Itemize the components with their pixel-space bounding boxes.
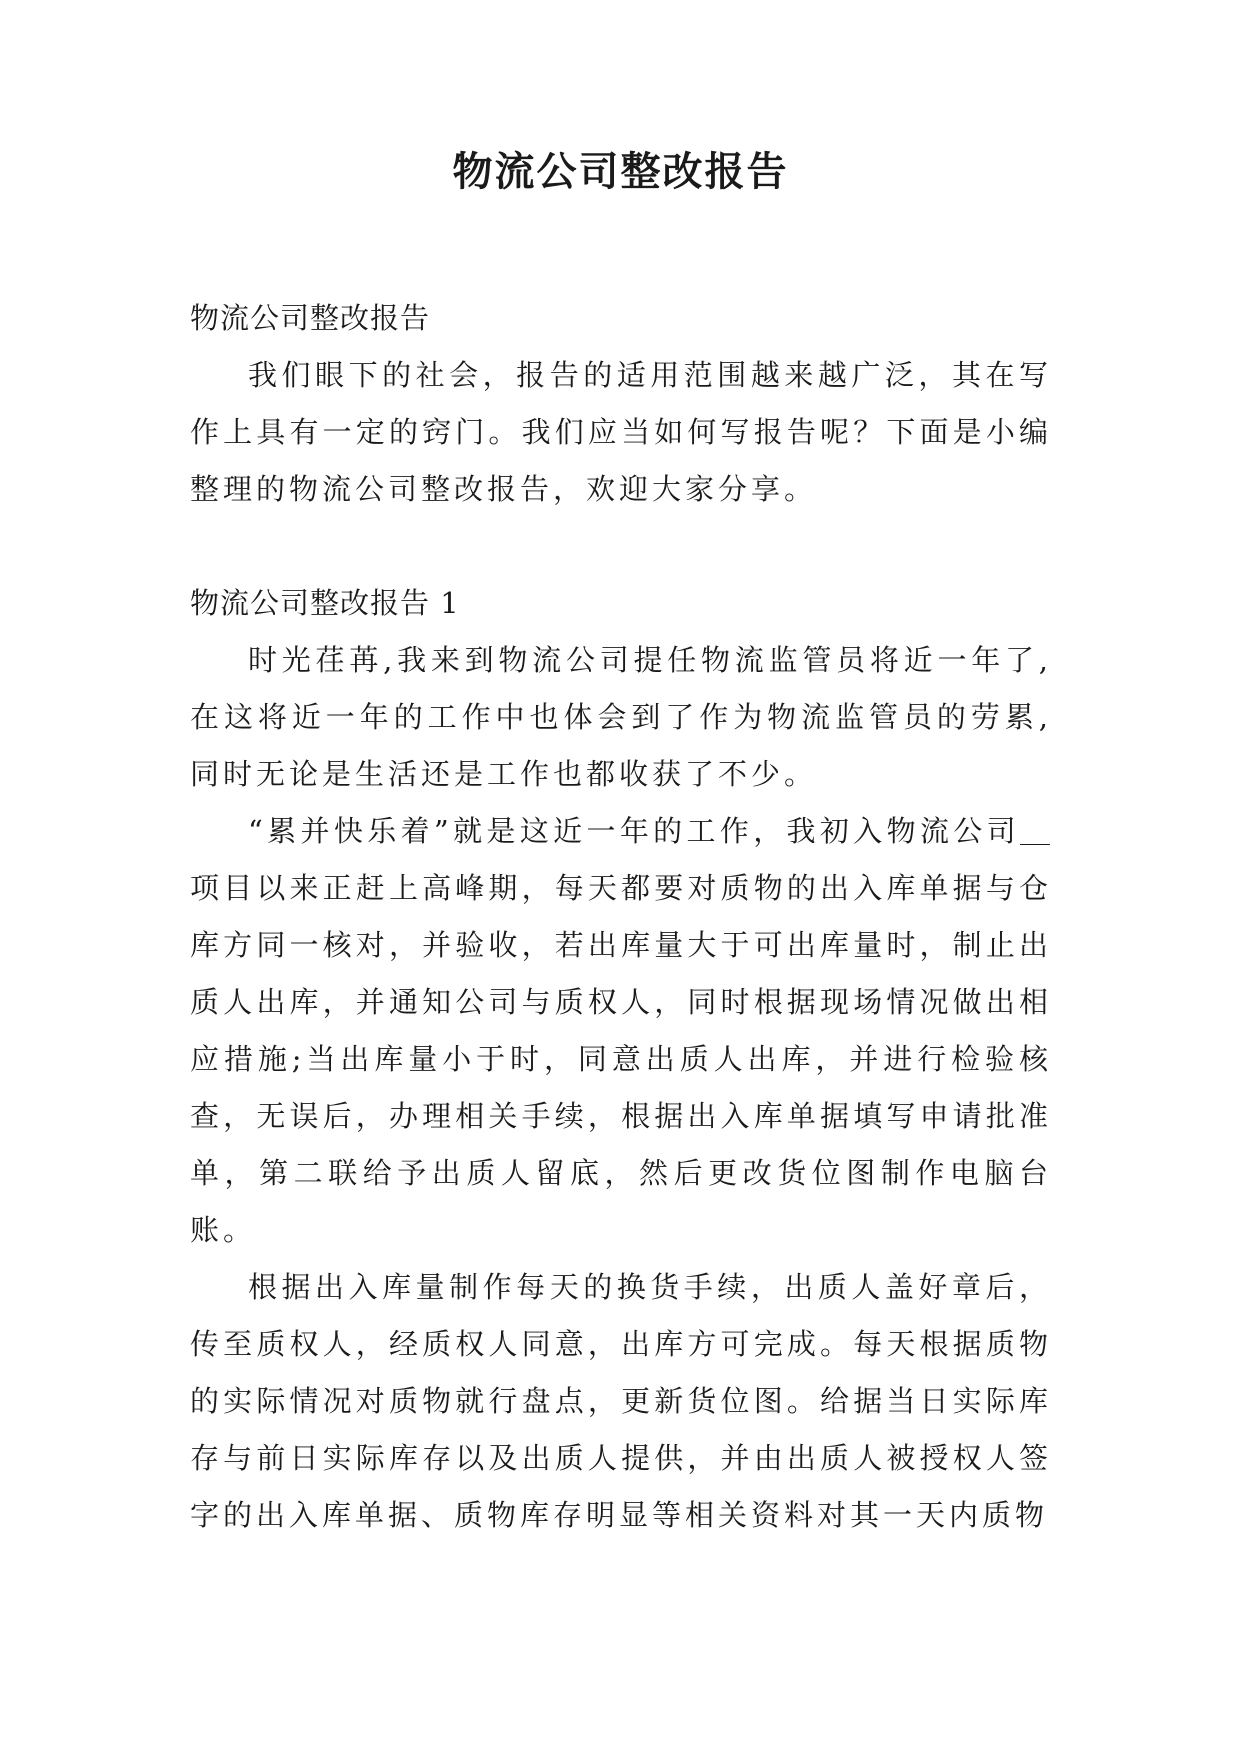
section-1-paragraph-2-rest: 项目以来正赶上高峰期，每天都要对质物的出入库单据与仓库方同一核对，并验收，若出库量大于可出库量时，制止出质人出库，并通知公司与质权人，同时根据现场情况做出相应措施;当出库量小于时，同意出质人出库，并进行检验核查，无误后，办理相关手续，根据出入库单据填写申请批准单，第二联给予出质人留底，然后更改货位图制作电脑台账。 [190,871,1052,1247]
section-1-paragraph-1: 时光荏苒,我来到物流公司提任物流监管员将近一年了,在这将近一年的工作中也体会到了作为物流监管员的劳累,同时无论是生活还是工作也都收获了不少。 [190,643,1052,791]
document-title: 物流公司整改报告 [452,148,789,195]
section-1-paragraph-2-lead: “累并快乐着”就是这近一年的工作，我初入物流公司 [248,814,1020,848]
section-1-paragraph-3: 根据出入库量制作每天的换货手续，出质人盖好章后，传至质权人，经质权人同意，出库方可完成。每天根据质物的实际情况对质物就行盘点，更新货位图。给据当日实际库存与前日实际库存以及出质人提供，并由出质人被授权人签字的出入库单据、质物库存明显等相关资料对其一天内质物 [190,1270,1052,1532]
section-1-paragraph-2 [190,803,1052,1259]
intro-heading: 物流公司整改报告 [190,301,431,335]
fill-in-blank [1020,815,1050,845]
section-1-heading: 物流公司整改报告 1 [190,586,460,620]
document-body [190,290,1052,1544]
intro-paragraph: 我们眼下的社会，报告的适用范围越来越广泛，其在写作上具有一定的窍门。我们应当如何写报告呢？下面是小编整理的物流公司整改报告，欢迎大家分享。 [190,358,1052,506]
